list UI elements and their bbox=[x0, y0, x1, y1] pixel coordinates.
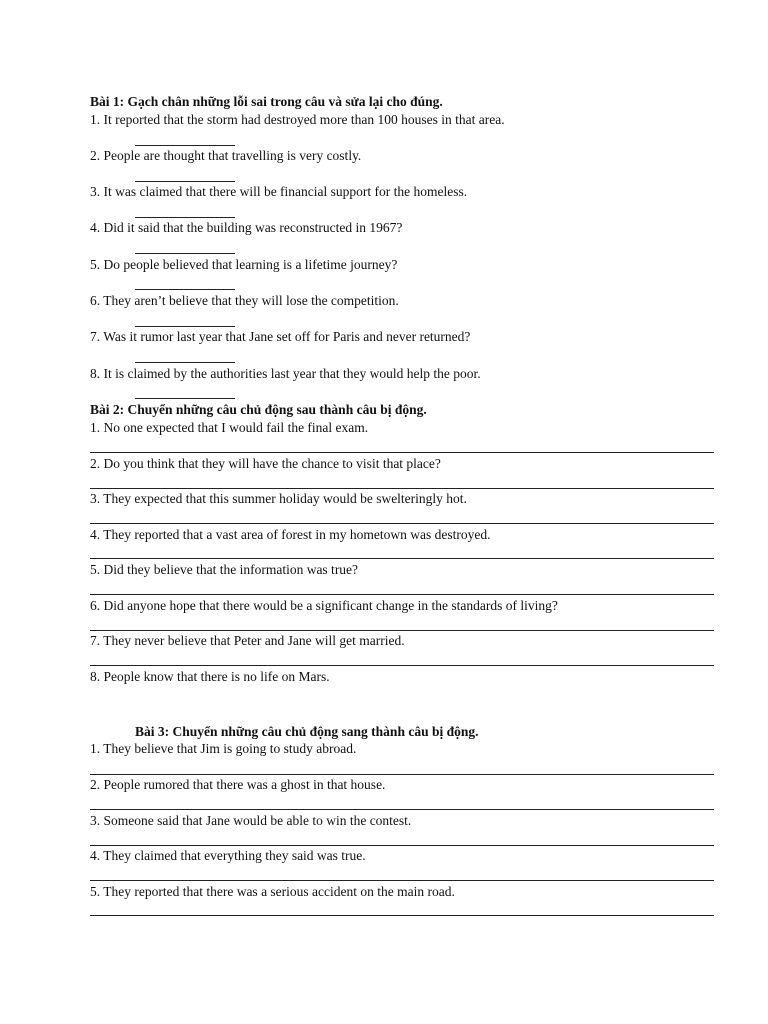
exercise-3-item-2: 2. People rumored that there was a ghost in that house. bbox=[90, 777, 386, 792]
answer-blank bbox=[135, 362, 235, 363]
exercise-1-title: Bài 1: Gạch chân những lỗi sai trong câu và sửa lại cho đúng. bbox=[90, 94, 443, 109]
exercise-3-item-5: 5. They reported that there was a serious accident on the main road. bbox=[90, 884, 455, 899]
exercise-1-item-3: 3. It was claimed that there will be financial support for the homeless. bbox=[90, 184, 468, 199]
exercise-2-item-1: 1. No one expected that I would fail the final exam. bbox=[90, 420, 369, 435]
answer-line bbox=[90, 523, 714, 524]
exercise-2-item-4: 4. They reported that a vast area of forest in my hometown was destroyed. bbox=[90, 527, 491, 542]
answer-line bbox=[90, 665, 714, 666]
exercise-2-item-5: 5. Did they believe that the information was true? bbox=[90, 562, 359, 577]
exercise-2-item-2: 2. Do you think that they will have the chance to visit that place? bbox=[90, 456, 441, 471]
exercise-2-title: Bài 2: Chuyển những câu chủ động sau thành câu bị động. bbox=[90, 402, 427, 417]
answer-line bbox=[90, 915, 714, 916]
answer-line bbox=[90, 845, 714, 846]
answer-blank bbox=[135, 145, 235, 146]
answer-line bbox=[90, 809, 714, 810]
exercise-3-item-3: 3. Someone said that Jane would be able to win the contest. bbox=[90, 813, 412, 828]
exercise-2-item-6: 6. Did anyone hope that there would be a significant change in the standards of living? bbox=[90, 598, 558, 613]
exercise-3-item-1: 1. They believe that Jim is going to study abroad. bbox=[90, 741, 357, 756]
answer-line bbox=[90, 488, 714, 489]
answer-blank bbox=[135, 181, 235, 182]
exercise-1-item-2: 2. People are thought that travelling is very costly. bbox=[90, 148, 362, 163]
answer-line bbox=[90, 558, 714, 559]
exercise-2-item-7: 7. They never believe that Peter and Jane will get married. bbox=[90, 633, 405, 648]
answer-blank bbox=[135, 289, 235, 290]
exercise-1-item-7: 7. Was it rumor last year that Jane set off for Paris and never returned? bbox=[90, 329, 471, 344]
answer-blank bbox=[135, 217, 235, 218]
exercise-1-item-4: 4. Did it said that the building was reconstructed in 1967? bbox=[90, 220, 403, 235]
answer-line bbox=[90, 880, 714, 881]
answer-blank bbox=[135, 253, 235, 254]
exercise-1-item-6: 6. They aren’t believe that they will lose the competition. bbox=[90, 293, 399, 308]
answer-blank bbox=[135, 326, 235, 327]
answer-line bbox=[90, 594, 714, 595]
exercise-3-item-4: 4. They claimed that everything they said was true. bbox=[90, 848, 366, 863]
answer-line bbox=[90, 774, 714, 775]
exercise-3-title: Bài 3: Chuyển những câu chủ động sang thành câu bị động. bbox=[135, 724, 479, 739]
exercise-1-item-1: 1. It reported that the storm had destroyed more than 100 houses in that area. bbox=[90, 112, 505, 127]
exercise-2-item-3: 3. They expected that this summer holiday would be swelteringly hot. bbox=[90, 491, 467, 506]
answer-line bbox=[90, 452, 714, 453]
answer-blank bbox=[135, 398, 235, 399]
exercise-2-item-8: 8. People know that there is no life on Mars. bbox=[90, 669, 330, 684]
exercise-1-item-5: 5. Do people believed that learning is a lifetime journey? bbox=[90, 257, 398, 272]
exercise-1-item-8: 8. It is claimed by the authorities last year that they would help the poor. bbox=[90, 366, 481, 381]
answer-line bbox=[90, 630, 714, 631]
